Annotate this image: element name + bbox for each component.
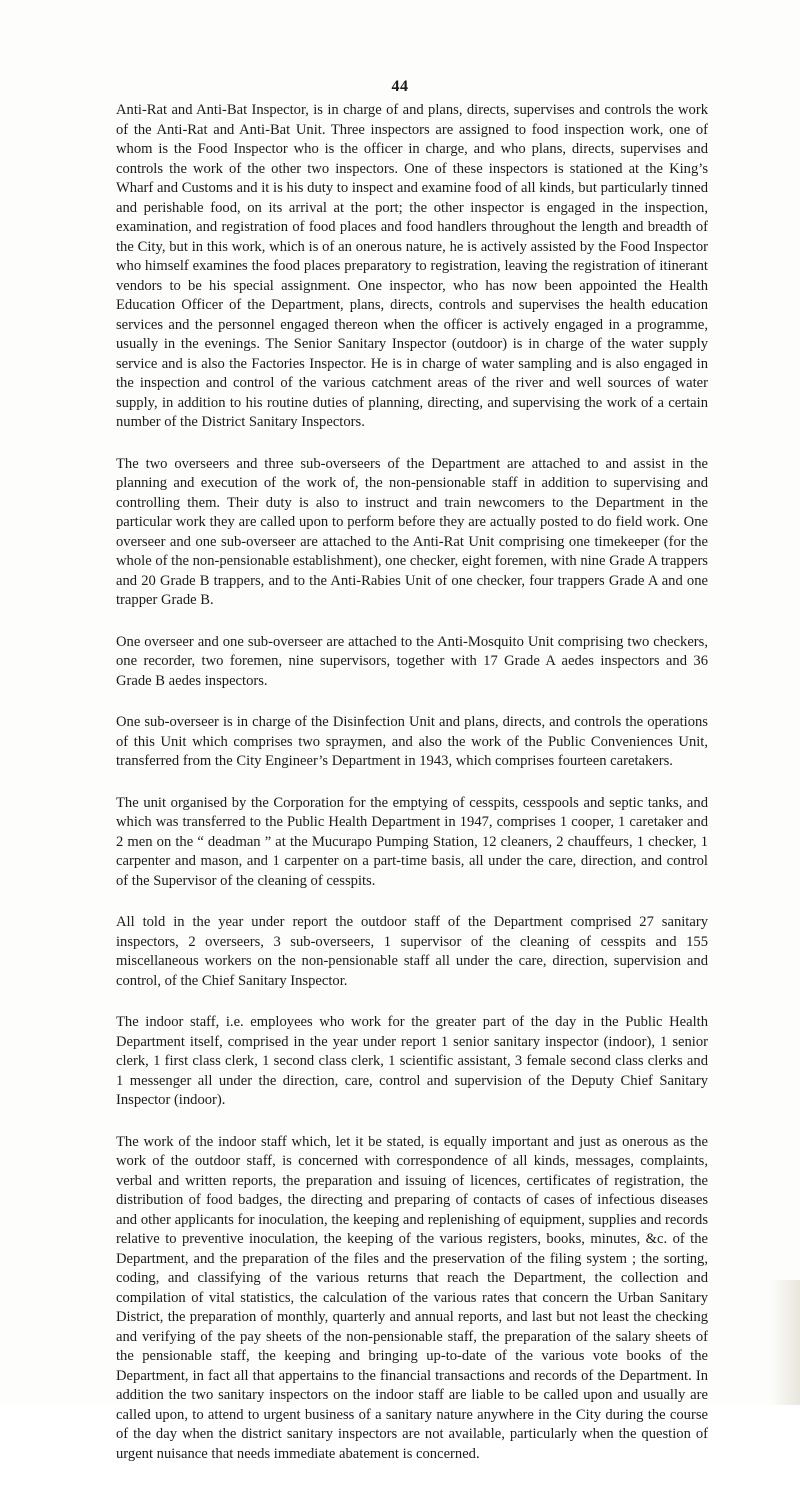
paragraph-indoor-work: The work of the indoor staff which, let it be stated, is equally important and just as onerous as the work of the outdoor staff, is concerned with correspondence of all kinds, messages, complaints, verbal and written reports, the preparation and issuing of licences, certificates of registration, the distribution of food badges, the directing and preparing of contacts of cases of infectious diseases and other applicants for inoculation, the keeping and replenishing of equipment, supplies and records relative to preventive inoculation, the keeping of the various registers, books, minutes, &c. of the Department, and the preparation of the files and the preservation of the filing system ; the sorting, coding, and classifying of the various returns that reach the Department, the collection and compilation of vital statistics, the calculation of the various rates that concern the Urban Sanitary District, the preparation of monthly, quarterly and annual reports, and last but not least the checking and verifying of the pay sheets of the non-pensionable staff, the preparation of the salary sheets of the pensionable staff, the keeping and bringing up-to-date of the various vote books of the Department, in fact all that appertains to the financial transactions and records of the Department. In addition the two sanitary inspectors on the indoor staff are liable to be called upon and usually are called upon, to attend to urgent business of a sanitary nature anywhere in the City during the course of the day when the district sanitary inspectors are not available, particularly when the question of urgent nuisance that needs immediate abatement is concerned. (116, 1133, 708, 1462)
paragraph-indoor-staff: The indoor staff, i.e. employees who work for the greater part of the day in the Public Health Department itself, comprised in the year under report 1 senior sanitary inspector (indoor), 1 senior clerk, 1 first class clerk, 1 second class clerk, 1 scientific assistant, 3 female second class clerks and 1 messenger all under the direction, care, control and supervision of the Deputy Chief Sanitary Inspector (indoor). (116, 1014, 708, 1108)
paragraph-cesspits-unit: The unit organised by the Corporation for the emptying of cesspits, cesspools and septic tanks, and which was transferred to the Public Health Department in 1947, comprises 1 cooper, 1 caretaker and 2 men on the “ deadman ” at the Mucurapo Pumping Station, 12 cleaners, 2 chauffeurs, 1 checker, 1 carpenter and mason, and 1 carpenter on a part-time basis, all under the care, direction, and control of the Supervisor of the cleaning of cesspits. (116, 794, 708, 889)
paragraph-disinfection-unit: One sub-overseer is in charge of the Disinfection Unit and plans, directs, and controls the operations of this Unit which comprises two spraymen, and also the work of the Public Conveniences Unit, transferred from the City Engineer’s Department in 1943, which comprises fourteen caretakers. (116, 714, 708, 769)
paragraph-outdoor-staff-total: All told in the year under report the outdoor staff of the Department comprised 27 sanitary inspectors, 2 overseers, 3 sub-overseers, 1 supervisor of the cleaning of cesspits and 155 miscellaneous workers on the non-pensionable staff all under the care, direction, supervision and control, of the Chief Sanitary Inspector. (116, 914, 708, 989)
page-edge-shadow (770, 1280, 800, 1405)
paragraph-anti-mosquito-unit: One overseer and one sub-overseer are attached to the Anti-Mosquito Unit comprising two checkers, one recorder, two foremen, nine supervisors, together with 17 Grade A aedes inspectors and 36 Grade B aedes inspectors. (116, 633, 708, 689)
page-number: 44 (391, 78, 409, 95)
paragraph-overseers: The two overseers and three sub-overseers of the Department are attached to and assist in the planning and execution of the work of, the non-pensionable staff in addition to supervising and controlling them. Their duty is also to instruct and train newcomers to the Department in the particular work they are called upon to perform before they are actually posted to do field work. One overseer and one sub-overseer are attached to the Anti-Rat Unit comprising one timekeeper (for the whole of the non-pensionable establishment), one checker, eight foremen, with nine Grade A trappers and 20 Grade B trappers, and to the Anti-Rabies Unit of one checker, four trappers Grade A and one trapper Grade B. (116, 455, 708, 608)
body-text (116, 101, 708, 1486)
paragraph-anti-rat-inspector: Anti-Rat and Anti-Bat Inspector, is in charge of and plans, directs, supervises and controls the work of the Anti-Rat and Anti-Bat Unit. Three inspectors are assigned to food inspection work, one of whom is the Food Inspector who is the officer in charge, and who plans, directs, supervises and controls the work of the other two inspectors. One of these inspectors is stationed at the King’s Wharf and Customs and it is his duty to inspect and examine food of all kinds, but particularly tinned and perishable food, on its arrival at the port; the other inspector is engaged in the inspection, examination, and registration of food places and food handlers throughout the length and breadth of the City, but in this work, which is of an onerous nature, he is actively assisted by the Food Inspector who himself examines the food places preparatory to registration, leaving the registration of itinerant vendors to be his special assignment. One inspector, who has now been appointed the Health Education Officer of the Department, plans, directs, controls and supervises the health education services and the personnel engaged thereon when the officer is actively engaged in a programme, usually in the evenings. The Senior Sanitary Inspector (outdoor) is in charge of the water supply service and is also the Factories Inspector. He is in charge of water sampling and is also engaged in the inspection and control of the various catchment areas of the river and well sources of water supply, in addition to his routine duties of planning, directing, and supervising the work of a certain number of the District Sanitary Inspectors. (116, 102, 708, 430)
